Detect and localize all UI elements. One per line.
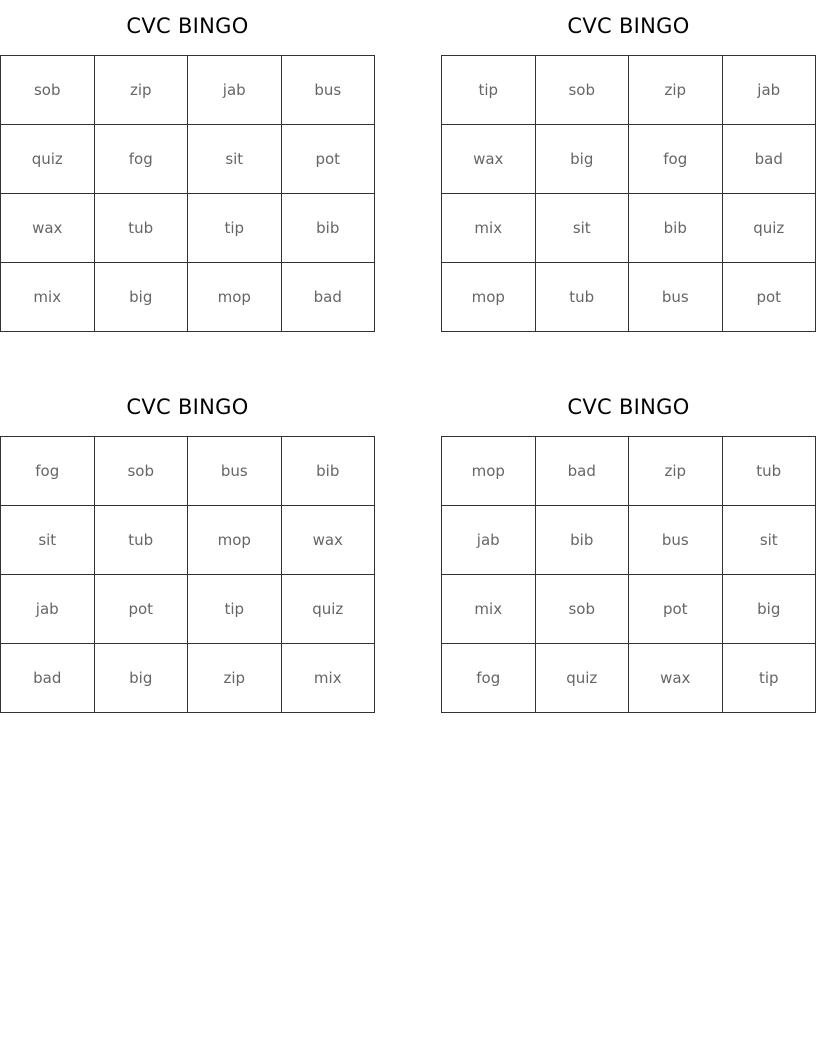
grid-cell: pot	[629, 575, 723, 644]
bingo-card-4	[441, 381, 816, 713]
grid-row	[442, 506, 816, 575]
grid-cell: tip	[188, 194, 282, 263]
grid-cell: bus	[281, 56, 375, 125]
grid-cell: bib	[535, 506, 629, 575]
grid-cell: fog	[94, 125, 188, 194]
grid-row	[442, 437, 816, 506]
grid-cell: sob	[535, 575, 629, 644]
grid-row	[442, 56, 816, 125]
grid-cell: bib	[629, 194, 723, 263]
bingo-grid	[441, 55, 816, 332]
grid-cell: jab	[188, 56, 282, 125]
grid-cell: mop	[442, 437, 536, 506]
grid-cell: fog	[629, 125, 723, 194]
grid-cell: pot	[281, 125, 375, 194]
grid-cell: sob	[1, 56, 95, 125]
grid-cell: bus	[629, 263, 723, 332]
card-title	[0, 0, 375, 55]
grid-cell: big	[535, 125, 629, 194]
grid-row	[442, 263, 816, 332]
grid-row	[1, 644, 375, 713]
grid-cell: tip	[722, 644, 816, 713]
grid-row	[442, 575, 816, 644]
grid-cell: pot	[722, 263, 816, 332]
grid-cell: jab	[1, 575, 95, 644]
grid-cell: tub	[722, 437, 816, 506]
grid-row	[442, 125, 816, 194]
grid-row	[1, 56, 375, 125]
grid-cell: sob	[535, 56, 629, 125]
grid-cell: fog	[1, 437, 95, 506]
grid-cell: bad	[535, 437, 629, 506]
grid-cell: tip	[188, 575, 282, 644]
bingo-grid	[0, 436, 375, 713]
grid-cell: sit	[535, 194, 629, 263]
grid-cell: mop	[188, 263, 282, 332]
grid-cell: quiz	[281, 575, 375, 644]
grid-cell: bad	[1, 644, 95, 713]
card-title	[0, 381, 375, 436]
grid-cell: tip	[442, 56, 536, 125]
grid-cell: big	[722, 575, 816, 644]
card-title-text: CVC BINGO	[126, 14, 249, 38]
bingo-card-2	[441, 0, 816, 332]
grid-cell: jab	[442, 506, 536, 575]
grid-cell: zip	[629, 437, 723, 506]
grid-cell: jab	[722, 56, 816, 125]
grid-cell: wax	[629, 644, 723, 713]
grid-row	[1, 506, 375, 575]
grid-cell: bad	[722, 125, 816, 194]
grid-cell: zip	[188, 644, 282, 713]
card-title-text: CVC BINGO	[567, 14, 690, 38]
grid-cell: tub	[94, 506, 188, 575]
grid-cell: sob	[94, 437, 188, 506]
grid-cell: tub	[535, 263, 629, 332]
grid-cell: sit	[1, 506, 95, 575]
card-title	[441, 0, 816, 55]
grid-cell: bus	[629, 506, 723, 575]
grid-cell: zip	[629, 56, 723, 125]
grid-row	[1, 194, 375, 263]
grid-cell: mix	[442, 194, 536, 263]
grid-cell: fog	[442, 644, 536, 713]
card-title-text: CVC BINGO	[567, 395, 690, 419]
grid-cell: wax	[442, 125, 536, 194]
grid-cell: wax	[281, 506, 375, 575]
bingo-grid	[0, 55, 375, 332]
grid-row	[1, 125, 375, 194]
grid-cell: mix	[1, 263, 95, 332]
bingo-card-1	[0, 0, 375, 332]
grid-cell: big	[94, 644, 188, 713]
grid-cell: quiz	[1, 125, 95, 194]
grid-row	[1, 263, 375, 332]
grid-cell: big	[94, 263, 188, 332]
grid-cell: quiz	[722, 194, 816, 263]
grid-row	[1, 575, 375, 644]
grid-cell: bib	[281, 194, 375, 263]
card-title-text: CVC BINGO	[126, 395, 249, 419]
grid-cell: tub	[94, 194, 188, 263]
grid-cell: pot	[94, 575, 188, 644]
grid-cell: mop	[442, 263, 536, 332]
card-title	[441, 381, 816, 436]
grid-cell: mop	[188, 506, 282, 575]
grid-cell: mix	[281, 644, 375, 713]
grid-cell: mix	[442, 575, 536, 644]
bingo-card-3	[0, 381, 375, 713]
bingo-grid	[441, 436, 816, 713]
grid-cell: sit	[188, 125, 282, 194]
grid-cell: wax	[1, 194, 95, 263]
grid-cell: sit	[722, 506, 816, 575]
grid-cell: zip	[94, 56, 188, 125]
grid-cell: bib	[281, 437, 375, 506]
grid-row	[442, 194, 816, 263]
grid-row	[442, 644, 816, 713]
grid-row	[1, 437, 375, 506]
grid-cell: quiz	[535, 644, 629, 713]
grid-cell: bad	[281, 263, 375, 332]
grid-cell: bus	[188, 437, 282, 506]
